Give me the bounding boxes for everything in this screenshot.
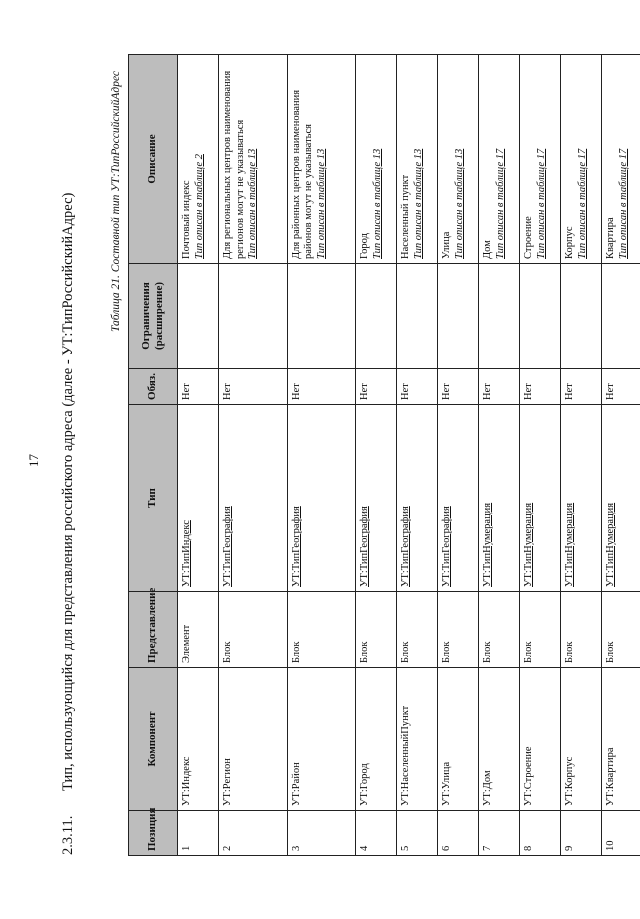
cell-required: Нет bbox=[356, 369, 397, 405]
cell-representation: Блок bbox=[479, 592, 520, 668]
cell-restrictions bbox=[438, 264, 479, 369]
cell-description bbox=[520, 55, 561, 264]
cell-component: УТ:Дом bbox=[479, 668, 520, 811]
type-link[interactable]: УТ:ТипГеография bbox=[221, 506, 233, 587]
cell-type bbox=[356, 405, 397, 592]
description-text: Дом bbox=[482, 240, 494, 259]
cell-component: УТ:Квартира bbox=[601, 668, 640, 811]
cell-representation: Блок bbox=[397, 592, 438, 668]
cell-type bbox=[287, 405, 356, 592]
table-row bbox=[356, 55, 397, 856]
description-table-link[interactable]: Тип описан в таблице 17 bbox=[494, 148, 506, 259]
cell-component: УТ:Индекс bbox=[178, 668, 219, 811]
cell-type bbox=[397, 405, 438, 592]
table-row bbox=[287, 55, 356, 856]
description-text: Корпус bbox=[564, 226, 575, 259]
table-row bbox=[218, 55, 287, 856]
type-link[interactable]: УТ:ТипГеография bbox=[290, 506, 302, 587]
description-table-link[interactable]: Тип описан в таблице 13 bbox=[453, 148, 465, 259]
cell-position: 7 bbox=[479, 811, 520, 856]
cell-component: УТ:Город bbox=[356, 668, 397, 811]
header-required: Обяз. bbox=[129, 369, 178, 405]
cell-representation: Блок bbox=[561, 592, 602, 668]
cell-component: УТ:НаселенныйПункт bbox=[397, 668, 438, 811]
cell-position: 10 bbox=[601, 811, 640, 856]
type-link[interactable]: УТ:ТипНумерация bbox=[482, 502, 494, 587]
type-link[interactable]: УТ:ТипНумерация bbox=[604, 502, 616, 587]
cell-type bbox=[479, 405, 520, 592]
cell-type bbox=[438, 405, 479, 592]
table-row bbox=[561, 55, 602, 856]
cell-restrictions bbox=[397, 264, 438, 369]
description-text: Почтовый индекс bbox=[181, 180, 192, 259]
description-text: Населенный пункт bbox=[400, 174, 412, 259]
description-table-link[interactable]: Тип описан в таблице 13 bbox=[412, 148, 424, 259]
cell-restrictions bbox=[356, 264, 397, 369]
cell-representation: Блок bbox=[438, 592, 479, 668]
description-text: Для региональных центров наименования регионов могут не указываться bbox=[221, 70, 246, 259]
header-type: Тип bbox=[129, 405, 178, 592]
cell-representation: Блок bbox=[218, 592, 287, 668]
description-table-link[interactable]: Тип описан в таблице 13 bbox=[315, 148, 327, 259]
header-component: Компонент bbox=[129, 668, 178, 811]
description-table-link[interactable]: Тип описан в таблице 17 bbox=[576, 148, 588, 259]
cell-description bbox=[218, 55, 287, 264]
description-text: Город bbox=[359, 233, 371, 259]
type-link[interactable]: УТ:ТипНумерация bbox=[564, 502, 575, 587]
cell-position: 5 bbox=[397, 811, 438, 856]
table-row bbox=[397, 55, 438, 856]
table-header-row bbox=[129, 55, 178, 856]
description-table-link[interactable]: Тип описан в таблице 17 bbox=[617, 148, 629, 259]
cell-restrictions bbox=[287, 264, 356, 369]
cell-required: Нет bbox=[479, 369, 520, 405]
cell-representation: Блок bbox=[287, 592, 356, 668]
cell-required: Нет bbox=[178, 369, 219, 405]
cell-description bbox=[356, 55, 397, 264]
type-link[interactable]: УТ:ТипГеография bbox=[400, 506, 412, 587]
cell-description bbox=[397, 55, 438, 264]
cell-representation: Блок bbox=[520, 592, 561, 668]
cell-required: Нет bbox=[561, 369, 602, 405]
table-row bbox=[438, 55, 479, 856]
cell-position: 4 bbox=[356, 811, 397, 856]
header-position: Позиция bbox=[129, 811, 178, 856]
cell-required: Нет bbox=[218, 369, 287, 405]
table-caption: Таблица 21. Составной тип УТ:ТипРоссийскийАдрес bbox=[110, 70, 122, 332]
section-heading bbox=[60, 193, 77, 855]
description-table-link[interactable]: Тип описан в таблице 13 bbox=[247, 148, 259, 259]
header-description: Описание bbox=[129, 55, 178, 264]
type-link[interactable]: УТ:ТипГеография bbox=[441, 506, 453, 587]
description-table-link[interactable]: Тип описан в таблице 17 bbox=[535, 148, 547, 259]
description-text: Квартира bbox=[604, 217, 616, 259]
cell-description bbox=[561, 55, 602, 264]
cell-representation: Элемент bbox=[178, 592, 219, 668]
cell-position: 8 bbox=[520, 811, 561, 856]
cell-description bbox=[438, 55, 479, 264]
cell-component: УТ:Улица bbox=[438, 668, 479, 811]
page-number: 17 bbox=[26, 454, 41, 467]
cell-restrictions bbox=[479, 264, 520, 369]
type-link[interactable]: УТ:ТипГеография bbox=[359, 506, 371, 587]
cell-restrictions bbox=[520, 264, 561, 369]
cell-required: Нет bbox=[438, 369, 479, 405]
section-number: 2.3.11. bbox=[60, 815, 76, 855]
type-link[interactable]: УТ:ТипИндекс bbox=[181, 520, 192, 587]
header-representation: Представление bbox=[129, 592, 178, 668]
cell-component: УТ:Корпус bbox=[561, 668, 602, 811]
cell-type bbox=[561, 405, 602, 592]
cell-position: 1 bbox=[178, 811, 219, 856]
table-row bbox=[520, 55, 561, 856]
table-row bbox=[479, 55, 520, 856]
description-text: Для районных центров наименования районов могут не указываться bbox=[290, 89, 315, 259]
cell-restrictions bbox=[601, 264, 640, 369]
cell-required: Нет bbox=[397, 369, 438, 405]
cell-position: 6 bbox=[438, 811, 479, 856]
description-table-link[interactable]: Тип описан в таблице 2 bbox=[193, 154, 205, 259]
cell-position: 3 bbox=[287, 811, 356, 856]
cell-representation: Блок bbox=[601, 592, 640, 668]
cell-description bbox=[479, 55, 520, 264]
cell-type bbox=[601, 405, 640, 592]
description-text: Строение bbox=[523, 216, 535, 259]
table-row bbox=[601, 55, 640, 856]
description-text: Улица bbox=[441, 231, 453, 259]
cell-type bbox=[218, 405, 287, 592]
cell-position: 9 bbox=[561, 811, 602, 856]
cell-required: Нет bbox=[287, 369, 356, 405]
section-title: Тип, использующийся для представления российского адреса (далее - УТ:ТипРоссийскийАдрес) bbox=[60, 192, 76, 791]
cell-representation: Блок bbox=[356, 592, 397, 668]
cell-description bbox=[287, 55, 356, 264]
cell-description bbox=[178, 55, 219, 264]
cell-required: Нет bbox=[520, 369, 561, 405]
cell-restrictions bbox=[178, 264, 219, 369]
cell-required: Нет bbox=[601, 369, 640, 405]
cell-description bbox=[601, 55, 640, 264]
cell-restrictions bbox=[561, 264, 602, 369]
cell-restrictions bbox=[218, 264, 287, 369]
address-type-table bbox=[128, 54, 640, 856]
header-restrictions: Ограничения (расширение) bbox=[129, 264, 178, 369]
cell-component: УТ:Строение bbox=[520, 668, 561, 811]
cell-position: 2 bbox=[218, 811, 287, 856]
table-row bbox=[178, 55, 219, 856]
cell-type bbox=[178, 405, 219, 592]
cell-type bbox=[520, 405, 561, 592]
type-link[interactable]: УТ:ТипНумерация bbox=[523, 502, 535, 587]
description-table-link[interactable]: Тип описан в таблице 13 bbox=[371, 148, 383, 259]
cell-component: УТ:Регион bbox=[218, 668, 287, 811]
cell-component: УТ:Район bbox=[287, 668, 356, 811]
